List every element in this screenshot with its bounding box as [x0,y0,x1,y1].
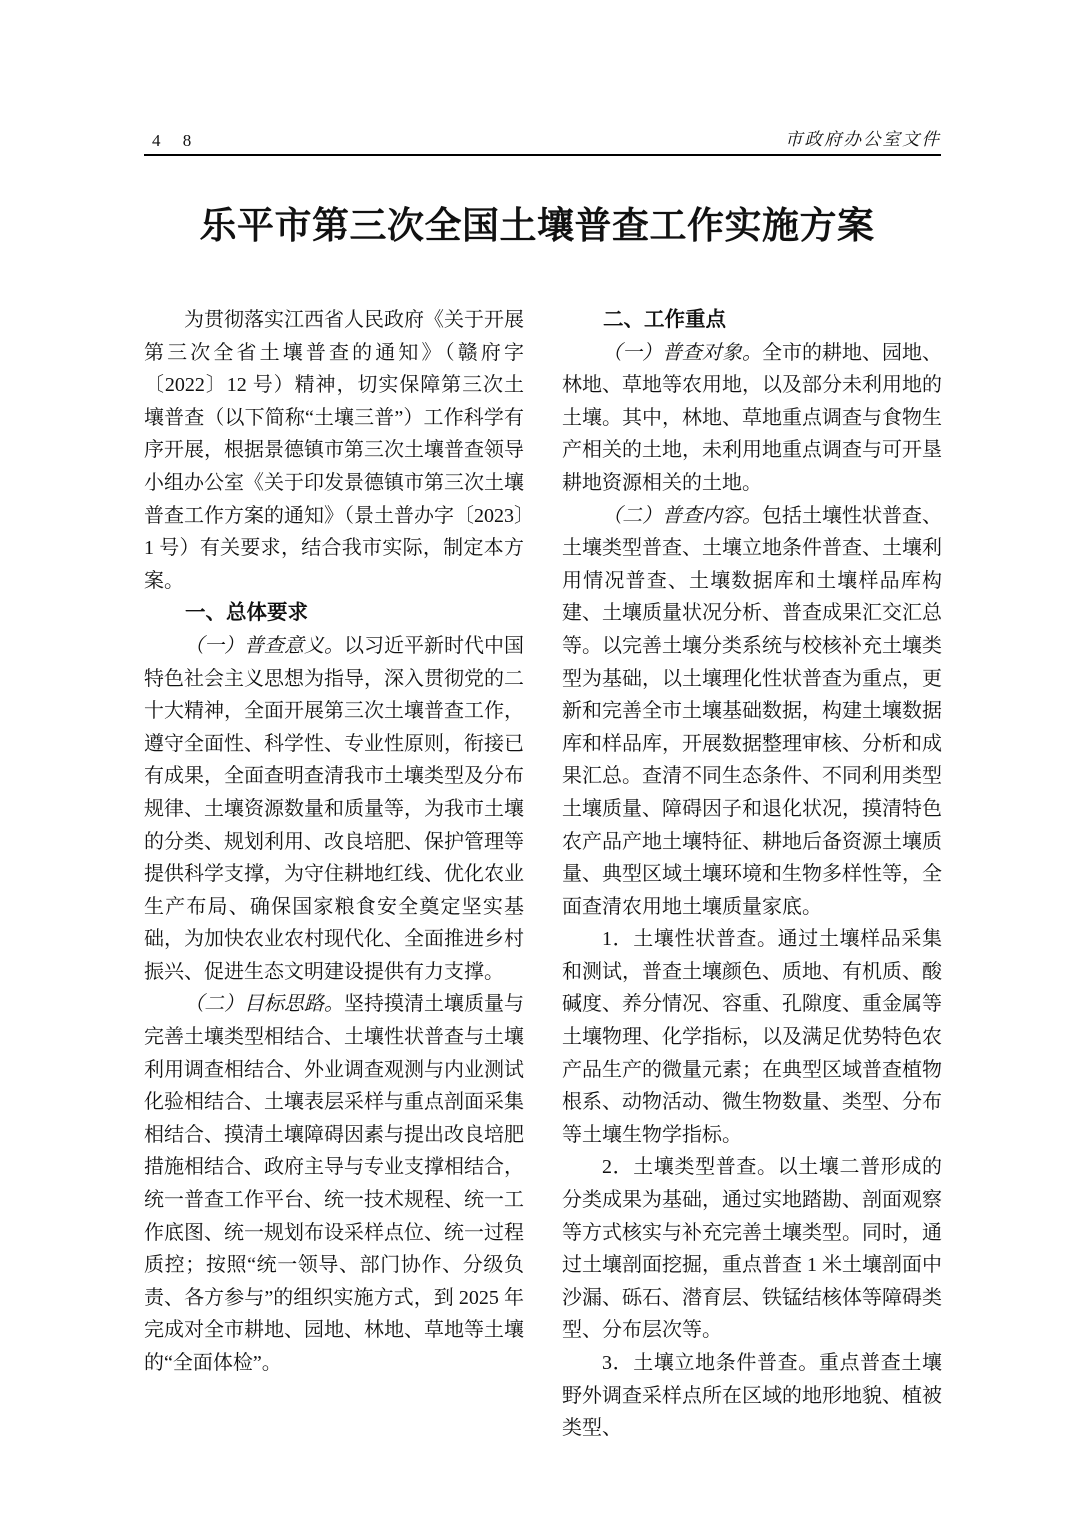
item-label: 1．土壤性状普查。 [602,928,778,951]
header-doc-label: 市政府办公室文件 [785,129,941,149]
item-label: 3．土壤立地条件普查。 [602,1352,819,1374]
para-text: 包括土壤性状普查、土壤类型普查、土壤立地条件普查、土壤利用情况普查、土壤数据库和土壤样品库构建、土壤质量状况分析、普查成果汇交汇总等。以完善土壤分类系统与校核补充土壤类型为基础，以土壤理化性状普查为重点，更新和完善全市土壤基础数据，构建土壤数据库和样品库，开展数据整理审核、分析和成果汇总。查清不同生态条件、不同利用类型土壤质量、障碍因子和退化状况，摸清特色农产品产地土壤特征、耕地后备资源土壤质量、典型区域土壤环境和生物多样性等，全面查清农用地土壤质量家底。 [562,504,942,918]
item-text: 通过土壤样品采集和测试，普查土壤颜色、质地、有机质、酸碱度、养分情况、容重、孔隙度、重金属等土壤物理、化学指标，以及满足优势特色农产品生产的微量元素；在典型区域普查植物根系、动物活动、微生物数量、类型、分布等土壤生物学指标。 [562,928,942,1146]
document-body [144,304,942,1445]
item-label: 2．土壤类型普查。 [602,1156,778,1179]
paragraph-survey-significance [144,630,524,989]
paragraph-survey-targets [562,337,942,500]
para-label: （一）普查意义。 [184,634,344,657]
item-text: 重点普查土壤野外调查采样点所在区域的地形地貌、植被类型、 [562,1352,942,1440]
para-text: 以习近平新时代中国特色社会主义思想为指导，深入贯彻党的二十大精神，全面开展第三次土壤普查工作，遵守全面性、科学性、专业性原则，衔接已有成果，全面查明查清我市土壤类型及分布规律、土壤资源数量和质量等，为我市土壤的分类、规划利用、改良培肥、保护管理等提供科学支撑，为守住耕地红线、优化农业生产布局、确保国家粮食安全奠定坚实基础，为加快农业农村现代化、全面推进乡村振兴、促进生态文明建设提供有力支撑。 [144,634,524,983]
para-label: （一）普查对象。 [602,341,762,364]
paragraph-survey-content [562,500,942,924]
section-heading-work-focus: 二、工作重点 [603,308,726,331]
left-column [144,304,524,1445]
right-column [562,304,942,1445]
item-soil-site-condition-survey [562,1347,942,1445]
para-text: 全市的耕地、园地、林地、草地等农用地，以及部分未利用地的土壤。其中，林地、草地重点调查与食物生产相关的土地，未利用地重点调查与可开垦耕地资源相关的土地。 [562,341,942,494]
para-label: （二）普查内容。 [602,504,762,527]
document-title: 乐平市第三次全国土壤普查工作实施方案 [199,205,875,246]
page-header [144,126,941,156]
item-soil-type-survey [562,1151,942,1347]
section-heading-overall-requirements: 一、总体要求 [185,601,308,625]
paragraph-goal-approach [144,988,524,1379]
page-number: 4 8 [152,131,201,150]
item-soil-property-survey [562,923,942,1151]
intro-paragraph: 为贯彻落实江西省人民政府《关于开展第三次全省土壤普查的通知》（赣府字〔2022〕12 号）精神，切实保障第三次土壤普查（以下简称“土壤三普”）工作科学有序开展，根据景德镇市第三次土壤普查领导小组办公室《关于印发景德镇市第三次土壤普查工作方案的通知》（景土普办字〔2023〕1 号）有关要求，结合我市实际，制定本方案。 [144,309,524,592]
para-text: 坚持摸清土壤质量与完善土壤类型相结合、土壤性状普查与土壤利用调查相结合、外业调查观测与内业测试化验相结合、土壤表层采样与重点剖面采集相结合、摸清土壤障碍因素与提出改良培肥措施相结合、政府主导与专业支撑相结合，统一普查工作平台、统一技术规程、统一工作底图、统一规划布设采样点位、统一过程质控；按照“统一领导、部门协作、分级负责、各方参与”的组织实施方式，到 2025 年完成对全市耕地、园地、林地、草地等土壤的“全面体检”。 [144,993,524,1374]
para-label: （二）目标思路。 [184,993,344,1016]
item-text: 以土壤二普形成的分类成果为基础，通过实地踏勘、剖面观察等方式核实与补充完善土壤类型。同时，通过土壤剖面挖掘，重点普查 1 米土壤剖面中沙漏、砾石、潜育层、铁锰结核体等障碍类型、分布层次等。 [562,1156,942,1342]
